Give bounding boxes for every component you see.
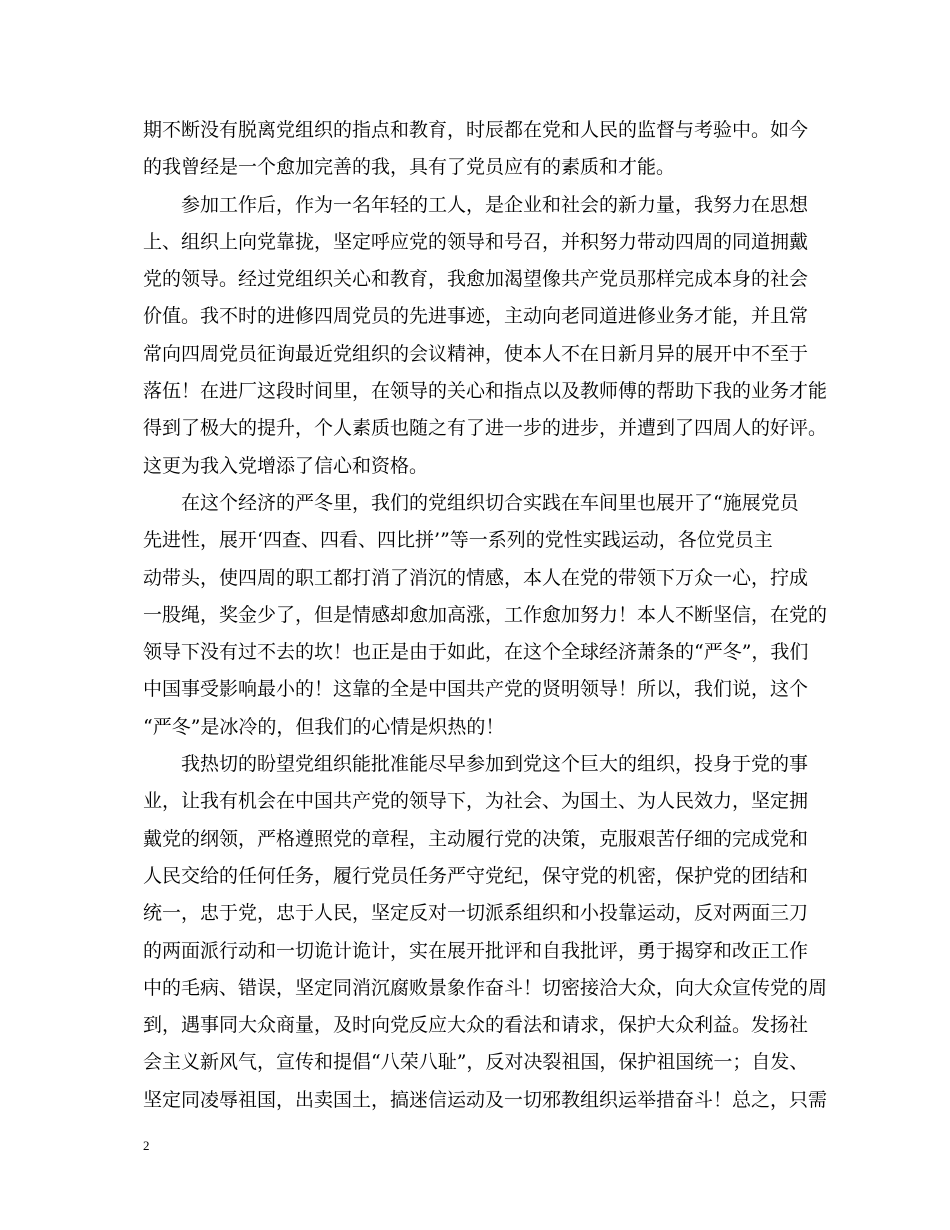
text-line: 领导下没有过不去的坎！也正是由于如此，在这个全球经济萧条的“严冬”，我们 xyxy=(143,641,809,664)
text-line: 党的领导。经过党组织关心和教育，我愈加渴望像共产党员那样完成本身的社会 xyxy=(143,268,809,291)
text-line: 坚定同凌辱祖国，出卖国土，搞迷信运动及一切邪教组织运举措奋斗！总之，只需 xyxy=(143,1088,828,1111)
text-line: 的两面派行动和一切诡计诡计，实在展开批评和自我批评，勇于揭穿和改正工作 xyxy=(143,939,809,962)
page-number: 2 xyxy=(143,1138,150,1153)
text-line: 业，让我有机会在中国共产党的领导下，为社会、为国土、为人民效力，坚定拥 xyxy=(143,790,809,813)
text-line: 我热切的盼望党组织能批准能尽早参加到党这个巨大的组织，投身于党的事 xyxy=(143,753,809,776)
text-line: 到，遇事同大众商量，及时向党反应大众的看法和请求，保护大众利益。发扬社 xyxy=(143,1014,809,1037)
text-line: 中国事受影响最小的！这靠的全是中国共产党的贤明领导！所以，我们说，这个 xyxy=(143,678,809,701)
text-line: 会主义新风气，宣传和提倡“八荣八耻”，反对决裂祖国，保护祖国统一；自发、 xyxy=(143,1051,809,1074)
text-line: 得到了极大的提升，个人素质也随之有了进一步的进步，并遭到了四周人的好评。 xyxy=(143,417,828,440)
text-line: 参加工作后，作为一名年轻的工人，是企业和社会的新力量，我努力在思想 xyxy=(143,193,809,216)
text-line: 一股绳，奖金少了，但是情感却愈加高涨，工作愈加努力！本人不断坚信，在党的 xyxy=(143,603,828,626)
text-line: 统一，忠于党，忠于人民，坚定反对一切派系组织和小投靠运动，反对两面三刀 xyxy=(143,902,809,925)
text-line: 在这个经济的严冬里，我们的党组织切合实践在车间里也展开了“施展党员 xyxy=(143,491,799,514)
text-line: 的我曾经是一个愈加完善的我，具有了党员应有的素质和才能。 xyxy=(143,156,676,179)
text-line: 动带头，使四周的职工都打消了消沉的情感，本人在党的带领下万众一心，拧成 xyxy=(143,566,809,589)
text-line: “严冬”是冰冷的，但我们的心情是炽热的！ xyxy=(143,715,505,738)
text-line: 落伍！在进厂这段时间里，在领导的关心和指点以及教师傅的帮助下我的业务才能 xyxy=(143,380,828,403)
text-line: 先进性，展开‘四查、四看、四比拼’”等一系列的党性实践运动，各位党员主 xyxy=(143,529,773,552)
text-line: 人民交给的任何任务，履行党员任务严守党纪，保守党的机密，保护党的团结和 xyxy=(143,864,809,887)
text-line: 期不断没有脱离党组织的指点和教育，时辰都在党和人民的监督与考验中。如今 xyxy=(143,119,809,141)
text-line: 上、组织上向党靠拢，坚定呼应党的领导和号召，并积努力带动四周的同道拥戴 xyxy=(143,230,809,253)
text-line: 这更为我入党增添了信心和资格。 xyxy=(143,454,429,477)
body-text xyxy=(143,112,828,1119)
text-line: 中的毛病、错误，坚定同消沉腐败景象作奋斗！切密接洽大众，向大众宣传党的周 xyxy=(143,976,828,999)
text-line: 常向四周党员征询最近党组织的会议精神，使本人不在日新月异的展开中不至于 xyxy=(143,342,809,365)
text-line: 价值。我不时的进修四周党员的先进事迹，主动向老同道进修业务才能，并且常 xyxy=(143,305,809,328)
text-line: 戴党的纲领，严格遵照党的章程，主动履行党的决策，克服艰苦仔细的完成党和 xyxy=(143,827,809,850)
